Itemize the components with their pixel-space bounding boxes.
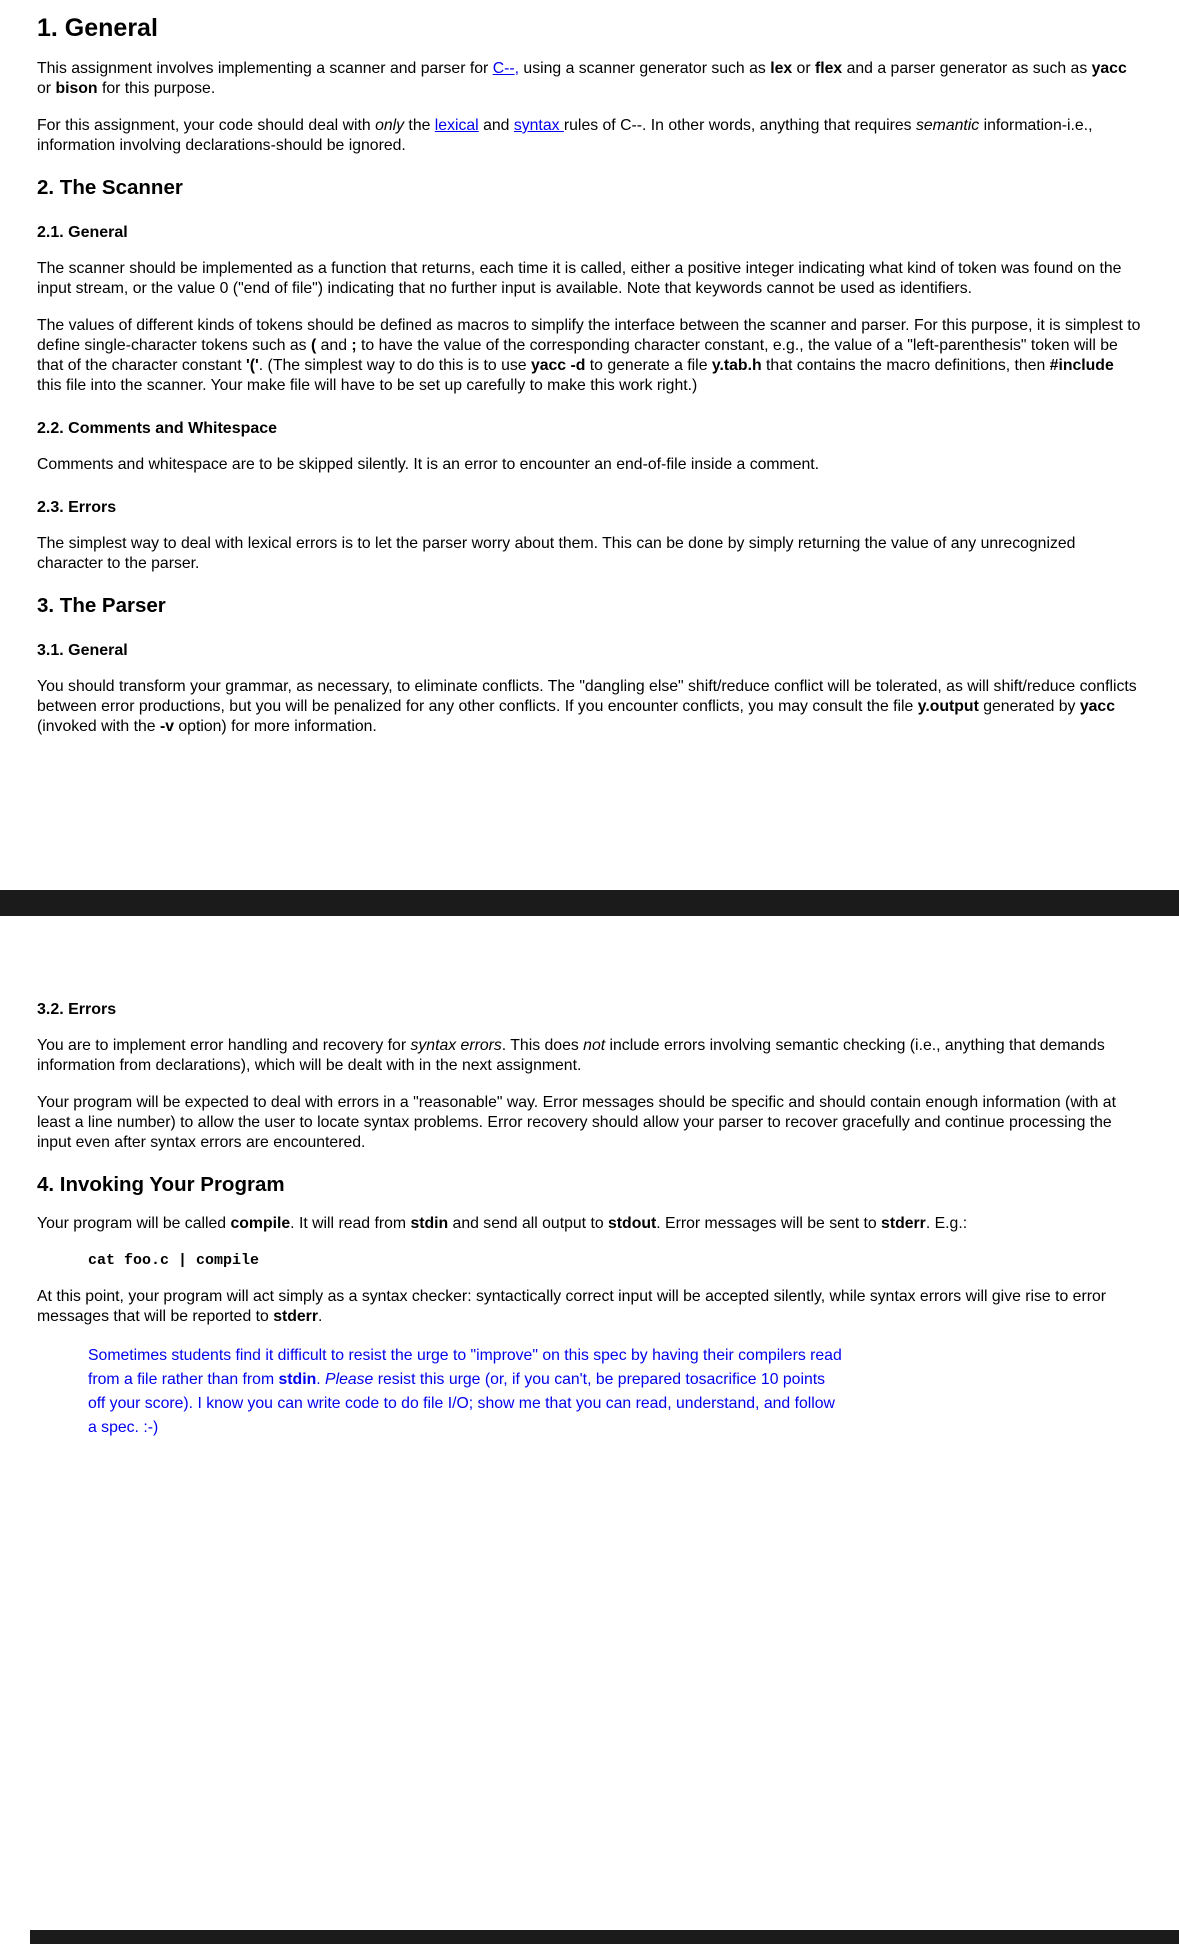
text-run: yacc (1079, 698, 1115, 715)
text-run: . Error messages will be sent to (656, 1215, 882, 1232)
text-run: syntax errors (410, 1037, 502, 1054)
text-run: lex (770, 60, 793, 77)
page-break-bar-bottom (30, 1930, 1179, 1944)
paragraph (37, 455, 1142, 475)
heading-3-the-parser: 3. The Parser (37, 594, 166, 617)
text-run: Comments and whitespace are to be skipped silently. It is an error to encounter an end-of-file inside a comment. (37, 456, 820, 473)
page-break-bar (0, 890, 1179, 916)
text-run: semantic (915, 117, 980, 134)
text-run: #include (1049, 357, 1114, 374)
text-run: ( (310, 337, 317, 354)
text-run: to have the value of the corresponding character constant, e.g., the value of a "left-parenthesis" token will be that of the character constant (37, 337, 1118, 374)
paragraph (37, 534, 1142, 574)
text-run: that contains the macro definitions, then (761, 357, 1050, 374)
text-run: or (37, 80, 56, 97)
text-run: rules of C--. In other words, anything that requires (563, 117, 916, 134)
text-run: the (404, 117, 435, 134)
paragraph (37, 59, 1142, 99)
text-run: using a scanner generator such as (519, 60, 771, 77)
text-run: For this assignment, your code should deal with (37, 117, 376, 134)
text-run: compile (230, 1215, 291, 1232)
paragraph (37, 1036, 1142, 1076)
text-run: and a parser generator as such as (842, 60, 1092, 77)
text-run: . (317, 1308, 323, 1325)
text-run: . E.g.: (925, 1215, 968, 1232)
heading-4-invoking-your-program: 4. Invoking Your Program (37, 1173, 285, 1196)
text-run: yacc (1091, 60, 1127, 77)
heading-3-1-general: 3.1. General (37, 642, 128, 659)
note-block (88, 1344, 845, 1440)
paragraph (37, 1287, 1142, 1327)
text-run: or (792, 60, 815, 77)
text-run: stdout (608, 1215, 657, 1232)
text-run: for this purpose. (97, 80, 216, 97)
hyperlink-c[interactable]: C--, (492, 60, 520, 77)
document-content (37, 14, 1142, 1440)
text-run: bison (55, 80, 98, 97)
text-run: This assignment involves implementing a scanner and parser for (37, 60, 493, 77)
text-run: and (316, 337, 352, 354)
text-run: option) for more information. (173, 718, 377, 735)
text-run: and (478, 117, 514, 134)
text-run: flex (814, 60, 843, 77)
heading-2-the-scanner: 2. The Scanner (37, 176, 183, 199)
paragraph (37, 116, 1142, 156)
text-run: . (316, 1371, 326, 1388)
hyperlink-lexical[interactable]: lexical (434, 117, 479, 134)
text-run: Please (325, 1371, 374, 1388)
paragraph (37, 316, 1142, 396)
paragraph (37, 259, 1142, 299)
code-block: cat foo.c | compile (88, 1252, 260, 1269)
text-run: At this point, your program will act simply as a syntax checker: syntactically correct input will be accepted silently, while syntax errors will give rise to error messages that will be reported to (37, 1288, 1107, 1325)
text-run: Your program will be called (37, 1215, 231, 1232)
text-run: yacc -d (530, 357, 586, 374)
heading-3-2-errors: 3.2. Errors (37, 1001, 117, 1018)
text-run: The values of different kinds of tokens should be defined as macros to simplify the interface between the scanner and parser. For this purpose, it is simplest to define single-character tokens such as (37, 317, 1141, 354)
hyperlink-syntax[interactable]: syntax (513, 117, 564, 134)
text-run: generated by (978, 698, 1080, 715)
paragraph (37, 1093, 1142, 1153)
text-run: resist this urge (or, if you can't, be prepared tosacrifice 10 points off your score). I know you can write code to do file I/O; show me that you can read, understand, and follow a spec. :-) (88, 1371, 835, 1436)
text-run: The scanner should be implemented as a function that returns, each time it is called, either a positive integer indicating what kind of token was found on the input stream, or the value 0 ("end of file") indicating that no further input is available. Note that keywords cannot be used as identifiers. (37, 260, 1122, 297)
paragraph (37, 677, 1142, 737)
text-run: stdin (278, 1371, 317, 1388)
text-run: (invoked with the (37, 718, 160, 735)
text-run: The simplest way to deal with lexical errors is to let the parser worry about them. This can be done by simply returning the value of any unrecognized character to the parser. (37, 535, 1076, 572)
text-run: You should transform your grammar, as necessary, to eliminate conflicts. The "dangling else" shift/reduce conflict will be tolerated, as will shift/reduce conflicts between error productions, but you will be penalized for any other conflicts. If you encounter conflicts, you may consult the file (37, 678, 1137, 715)
heading-2-1-general: 2.1. General (37, 224, 128, 241)
text-run: stderr (881, 1215, 926, 1232)
text-run: y.output (917, 698, 979, 715)
text-run: to generate a file (585, 357, 712, 374)
text-run: . This does (501, 1037, 584, 1054)
text-run: . It will read from (290, 1215, 411, 1232)
paragraph (37, 1214, 1142, 1234)
text-run: . (The simplest way to do this is to use (258, 357, 531, 374)
heading-2-2-comments-and-whitespace: 2.2. Comments and Whitespace (37, 420, 278, 437)
text-run: not (583, 1037, 606, 1054)
text-run: '(' (246, 357, 259, 374)
text-run: You are to implement error handling and recovery for (37, 1037, 411, 1054)
text-run: include errors involving semantic checking (i.e., anything that demands information from declarations), which will be dealt with in the next assignment. (37, 1037, 1105, 1074)
text-run: and send all output to (448, 1215, 609, 1232)
text-run: -v (159, 718, 174, 735)
heading-1-general: 1. General (37, 14, 158, 42)
text-run: y.tab.h (711, 357, 762, 374)
text-run: this file into the scanner. Your make file will have to be set up carefully to make this work right.) (37, 377, 698, 394)
text-run: only (375, 117, 405, 134)
text-run: ; (351, 337, 357, 354)
text-run: stdin (410, 1215, 449, 1232)
text-run: Your program will be expected to deal with errors in a "reasonable" way. Error messages should be specific and should contain enough information (with at least a line number) to allow the user to locate syntax problems. Error recovery should allow your parser to recover gracefully and continue processing the input even after syntax errors are encountered. (37, 1094, 1116, 1151)
text-run: Sometimes students find it difficult to resist the urge to "improve" on this spec by having their compilers read from a file rather than from (88, 1347, 842, 1388)
heading-2-3-errors: 2.3. Errors (37, 499, 117, 516)
text-run: stderr (273, 1308, 318, 1325)
text-run: information-i.e., information involving declarations-should be ignored. (37, 117, 1093, 154)
